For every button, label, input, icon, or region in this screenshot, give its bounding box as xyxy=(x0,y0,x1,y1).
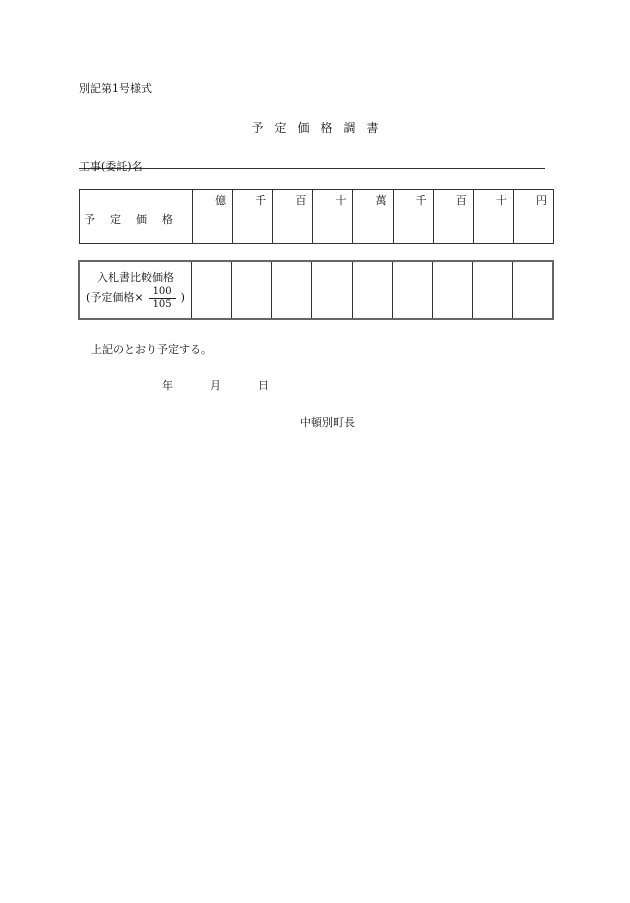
bid-digit-cell xyxy=(392,261,432,319)
form-number: 別記第1号様式 xyxy=(79,82,152,95)
unit-cell-man: 萬 xyxy=(353,190,393,244)
planned-price-label: 予定価格 xyxy=(84,213,188,226)
planned-price-row xyxy=(80,190,554,244)
formula-suffix: ) xyxy=(180,291,185,304)
unit-cell-en: 円 xyxy=(513,190,553,244)
bid-digit-cell xyxy=(232,261,272,319)
bid-digit-cell xyxy=(312,261,352,319)
unit-cell-sen-2: 千 xyxy=(393,190,433,244)
bid-digit-cell xyxy=(473,261,513,319)
document-title: 予定価格調書 xyxy=(251,121,390,135)
planned-price-label-cell xyxy=(80,190,193,244)
unit-cell-sen-1: 千 xyxy=(233,190,273,244)
bid-digit-cell xyxy=(352,261,392,319)
statement-text: 上記のとおり予定する。 xyxy=(91,343,212,356)
unit-cell-juu-1: 十 xyxy=(313,190,353,244)
work-name-line xyxy=(79,155,545,173)
bid-comparison-label-cell xyxy=(79,261,192,319)
date-year: 年 xyxy=(162,379,173,392)
unit-cell-oku: 億 xyxy=(193,190,233,244)
work-name-label: 工事(委託)名 xyxy=(79,160,143,173)
formula-prefix: (予定価格× xyxy=(86,291,144,304)
bid-comparison-row xyxy=(79,261,553,319)
fraction-numerator: 100 xyxy=(149,286,176,299)
signer-title: 中頓別町長 xyxy=(300,416,355,429)
date-month: 月 xyxy=(210,379,221,392)
date-day: 日 xyxy=(258,379,269,392)
date-row xyxy=(162,377,269,393)
unit-cell-juu-2: 十 xyxy=(473,190,513,244)
unit-cell-hyaku-1: 百 xyxy=(273,190,313,244)
bid-digit-cell xyxy=(432,261,472,319)
planned-price-table xyxy=(79,189,554,244)
bid-digit-cell xyxy=(192,261,232,319)
unit-cell-hyaku-2: 百 xyxy=(433,190,473,244)
bid-comparison-label: 入札書比較価格 xyxy=(97,270,174,284)
bid-digit-cell xyxy=(513,261,553,319)
formula-fraction xyxy=(149,286,176,311)
bid-digit-cell xyxy=(272,261,312,319)
bid-comparison-table xyxy=(78,260,554,320)
fraction-denominator: 105 xyxy=(152,298,172,310)
bid-comparison-formula xyxy=(86,286,185,311)
